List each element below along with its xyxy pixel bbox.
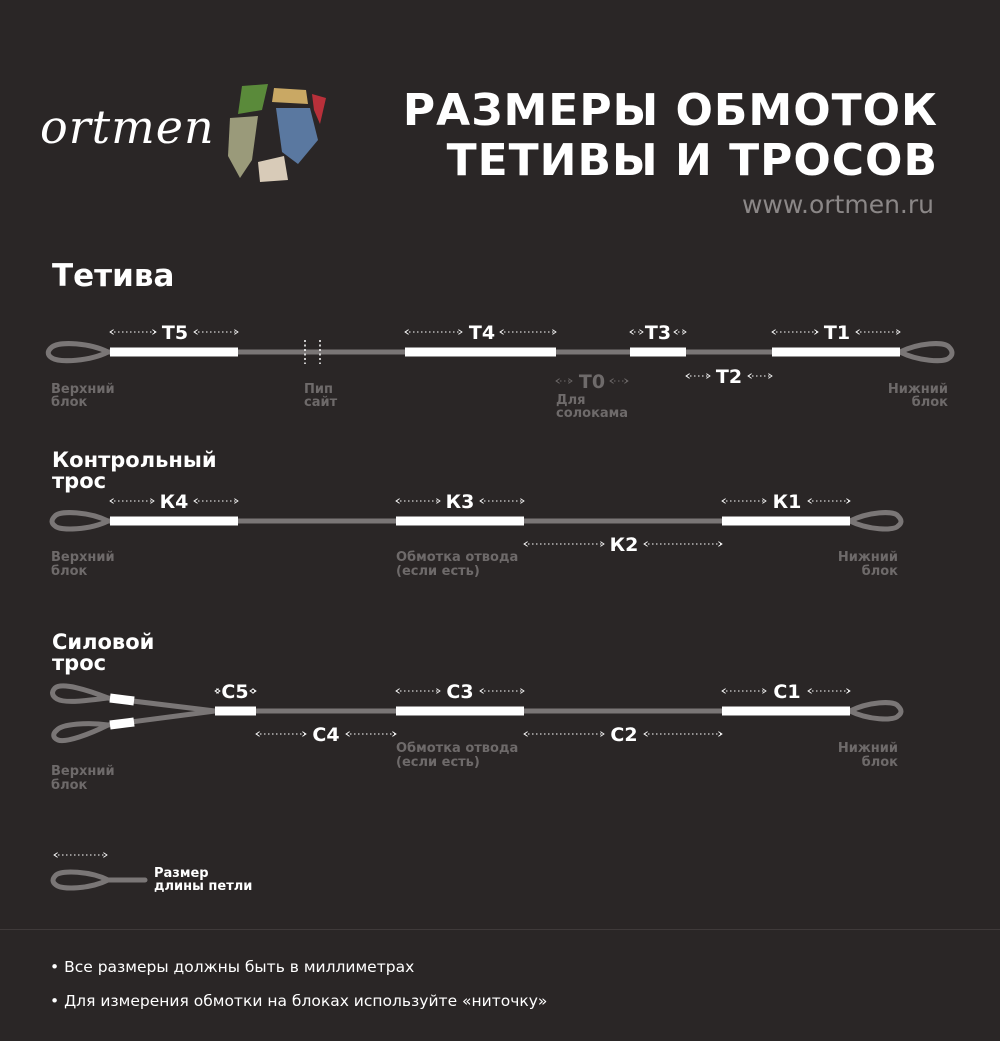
control-bottom-loop [850,513,901,529]
note-bottom-block: блок [861,564,898,579]
label-k1: К1 [772,491,802,513]
note-yoke: Обмотка отвода [396,550,519,565]
power-cable-diagram [51,681,901,793]
serving-lower-leg [110,722,134,725]
control-cable-diagram [51,491,901,579]
power-cable-title-line1: Силовой [52,630,155,654]
note-bottom-block: Нижний [887,382,948,397]
legend-label: Размер [154,866,209,881]
footer-note-thread: • Для измерения обмотки на блоках используйте «ниточку» [50,992,548,1010]
note-yoke: Обмотка отвода [396,741,519,756]
label-c4: С4 [312,724,340,746]
note-bottom-block: Нижний [837,741,898,756]
title-line-2: ТЕТИВЫ И ТРОСОВ [446,135,938,186]
label-k2: К2 [609,534,639,556]
power-top-loop-1 [53,686,108,702]
label-t5: Т5 [161,322,189,344]
note-top-block: блок [51,564,88,579]
power-top-loop-2 [54,724,108,741]
note-top-block: Верхний [51,382,115,397]
power-cable-title-line2: трос [52,651,107,675]
logo-wordmark: ortmen [40,100,215,154]
string-section-title: Тетива [52,258,175,294]
label-c2: С2 [610,724,638,746]
label-c1: С1 [773,681,801,703]
note-bottom-block: блок [911,395,948,410]
footer-divider [0,929,1000,930]
title-line-1: РАЗМЕРЫ ОБМОТОК [402,85,938,136]
label-t3: Т3 [644,322,672,344]
control-top-loop [52,513,108,529]
legend-label: длины петли [154,879,253,894]
note-top-block: блок [51,395,88,410]
note-nock: солокама [556,406,629,421]
note-top-block: Верхний [51,550,115,565]
control-cable-title-line1: Контрольный [52,448,217,472]
note-bottom-block: Нижний [837,550,898,565]
label-k3: К3 [445,491,475,513]
loop-size-legend [53,855,252,894]
note-peep-sight: Пип [304,382,333,397]
label-c3: С3 [446,681,474,703]
serving-upper-leg [110,698,134,701]
control-cable-title-line2: трос [52,469,107,493]
label-t2: Т2 [715,366,743,388]
string-bottom-loop [900,344,952,361]
string-top-loop [48,344,108,361]
note-bottom-block: блок [861,755,898,770]
label-t4: Т4 [468,322,496,344]
label-t0: Т0 [578,371,606,393]
note-peep-sight: сайт [304,395,338,410]
note-top-block: блок [51,778,88,793]
footer-note-units: • Все размеры должны быть в миллиметрах [50,958,415,976]
note-yoke: (если есть) [396,755,480,770]
note-yoke: (если есть) [396,564,480,579]
label-t1: Т1 [823,322,851,344]
label-k4: К4 [159,491,189,513]
note-top-block: Верхний [51,764,115,779]
string-diagram [48,322,952,421]
note-nock: Для [556,393,586,408]
label-c5: С5 [221,681,249,703]
legend-loop [53,872,108,888]
website-url[interactable]: www.ortmen.ru [741,190,934,219]
power-bottom-loop [850,703,901,719]
